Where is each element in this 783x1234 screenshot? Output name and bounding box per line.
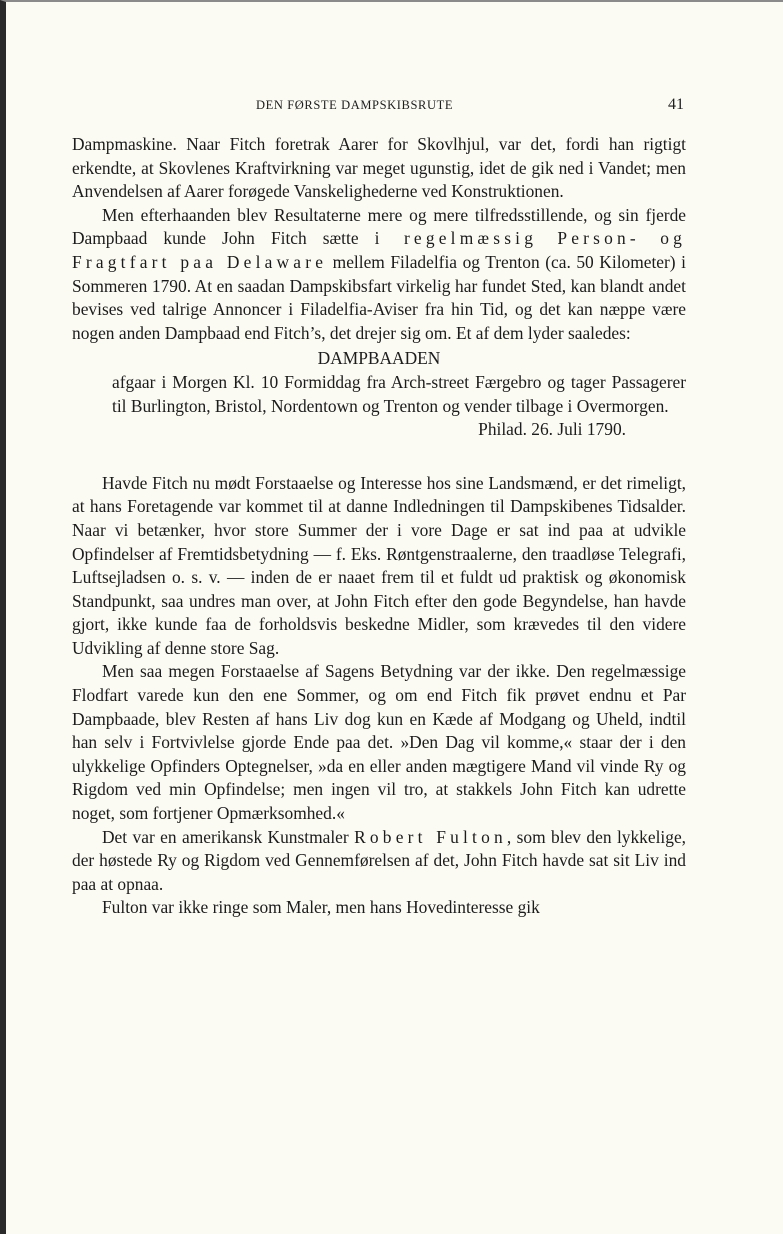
paragraph-4: Men saa megen Forstaaelse af Sagens Betydning var der ikke. Den regelmæssige Flodfart varede kun den ene Sommer, og om end Fitch fik prøvet endnu et Par Dampbaade, blev Resten af hans Liv dog kun en Kæde af Modgang og Uheld, indtil han selv i Fortvivlelse gjorde Ende paa det. »Den Dag vil komme,« staar der i den ulykkelige Opfinders Optegnelser, »da en eller anden mægtigere Mand vil vinde Ry og Rigdom ved min Opfindelse; men ingen vil tro, at stakkels John Fitch kan udrette noget, som fortjener Opmærksomhed.« xyxy=(72,661,686,824)
body-text xyxy=(72,133,686,920)
section-gap xyxy=(72,442,686,472)
paragraph-1: Dampmaskine. Naar Fitch foretrak Aarer for Skovlhjul, var det, fordi han rigtigt erkendte, at Skovlenes Kraftvirkning var meget ugunstig, idet de gik ned i Vandet; men Anvendelsen af Aarer forøgede Vanskelighederne ved Konstruktionen. xyxy=(72,134,686,202)
paragraph-2-text-b: mellem Filadelfia og Trenton (ca. 50 Kilometer) i Sommeren 1790. At en saadan Dampskibsfart virkelig har fundet Sted, kan blandt andet bevises ved talrige Annoncer i Filadelfia-Aviser fra hin Tid, og det kan næppe være nogen anden Dampbaad end Fitch’s, det drejer sig om. Et af dem lyder saaledes: xyxy=(72,251,686,343)
spaced-emphasis-1: i regelmæssig Person- og Fragtfart paa Delaware xyxy=(72,228,686,272)
paragraph-5-text-a: Det var en amerikansk Kunstmaler xyxy=(102,826,355,847)
paragraph-6: Fulton var ikke ringe som Maler, men hans Hovedinteresse gik xyxy=(102,897,540,918)
running-title: DEN FØRSTE DAMPSKIBSRUTE xyxy=(256,98,454,112)
running-header xyxy=(72,96,686,118)
advertisement-text: afgaar i Morgen Kl. 10 Formiddag fra Arch-street Færgebro og tager Passagerer til Burlington, Bristol, Nordentown og Trenton og vender tilbage i Overmorgen. xyxy=(112,371,686,416)
paragraph-5 xyxy=(72,826,686,897)
paragraph-5-text-b: , som blev den lykkelige, der høstede Ry og Rigdom ved Gennemførelsen af det, John Fitch havde sat sit Liv ind paa at opnaa. xyxy=(72,826,687,894)
advertisement-signature: Philad. 26. Juli 1790. xyxy=(478,419,626,440)
spaced-emphasis-2: Robert Fulton xyxy=(354,826,507,847)
advertisement-heading: DAMPBAADEN xyxy=(317,348,441,369)
paragraph-2-text-a: Men efterhaanden blev Resultaterne mere og mere tilfredsstillende, og sin fjerde Dampbaad kunde John Fitch sætte xyxy=(72,204,686,249)
paragraph-3: Havde Fitch nu mødt Forstaaelse og Interesse hos sine Landsmænd, er det rimeligt, at hans Foretagende var kommet til at danne Indledningen til Dampskibenes Tidsalder. Naar vi betænker, hvor store Summer der i vore Dage er sat ind paa at udvikle Opfindelser af Fremtidsbetydning — f. Eks. Røntgenstraalerne, den traadløse Telegrafi, Luftsejladsen o. s. v. — inden de er naaet frem til et fuldt ud praktisk og økonomisk Standpunkt, saa undres man over, at John Fitch efter den gode Begyndelse, han havde gjort, ikke kunde faa de forholdsvis beskedne Midler, som krævedes til den videre Udvikling af denne store Sag. xyxy=(72,472,686,658)
paragraph-2 xyxy=(72,204,686,346)
page-number: 41 xyxy=(668,96,684,113)
